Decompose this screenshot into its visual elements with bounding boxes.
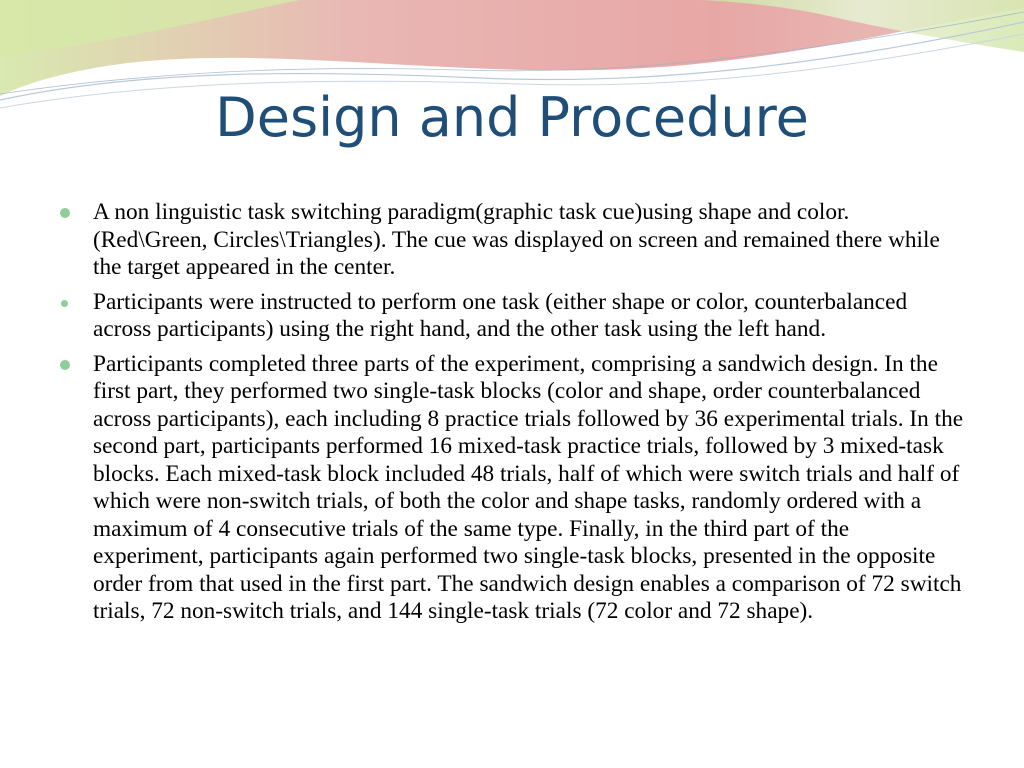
bullet-text: A non linguistic task switching paradigm(graphic task cue)using shape and color. (Red\Green, Circles\Triangles). The cue was displayed on screen and remained there while the target appeared in the center. bbox=[93, 199, 940, 280]
bullet-list bbox=[60, 199, 965, 626]
round-bullet-icon bbox=[60, 360, 70, 370]
bullet-text: Participants were instructed to perform one task (either shape or color, counterbalanced across participants) using the right hand, and the other task using the left hand. bbox=[93, 288, 908, 342]
bullet-text: Participants completed three parts of the experiment, comprising a sandwich design. In the first part, they performed two single-task blocks (color and shape, order counterbalanced across participants), each including 8 practice trials followed by 36 experimental trials. In the second part, participants performed 16 mixed-task practice trials, followed by 3 mixed-task blocks. Each mixed-task block included 48 trials, half of which were switch trials and half of which were non-switch trials, of both the color and shape tasks, randomly ordered with a maximum of 4 consecutive trials of the same type. Finally, in the third part of the experiment, participants again performed two single-task blocks, presented in the opposite order from that used in the first part. The sandwich design enables a comparison of 72 switch trials, 72 non-switch trials, and 144 single-task trials (72 color and 72 shape). bbox=[93, 350, 964, 624]
slide-title: Design and Procedure bbox=[215, 86, 809, 149]
bullet-item bbox=[60, 289, 965, 344]
round-bullet-icon bbox=[61, 300, 68, 307]
bullet-item bbox=[60, 199, 965, 282]
round-bullet-icon bbox=[60, 208, 70, 218]
bullet-item bbox=[60, 351, 965, 626]
slide-content bbox=[60, 199, 965, 633]
